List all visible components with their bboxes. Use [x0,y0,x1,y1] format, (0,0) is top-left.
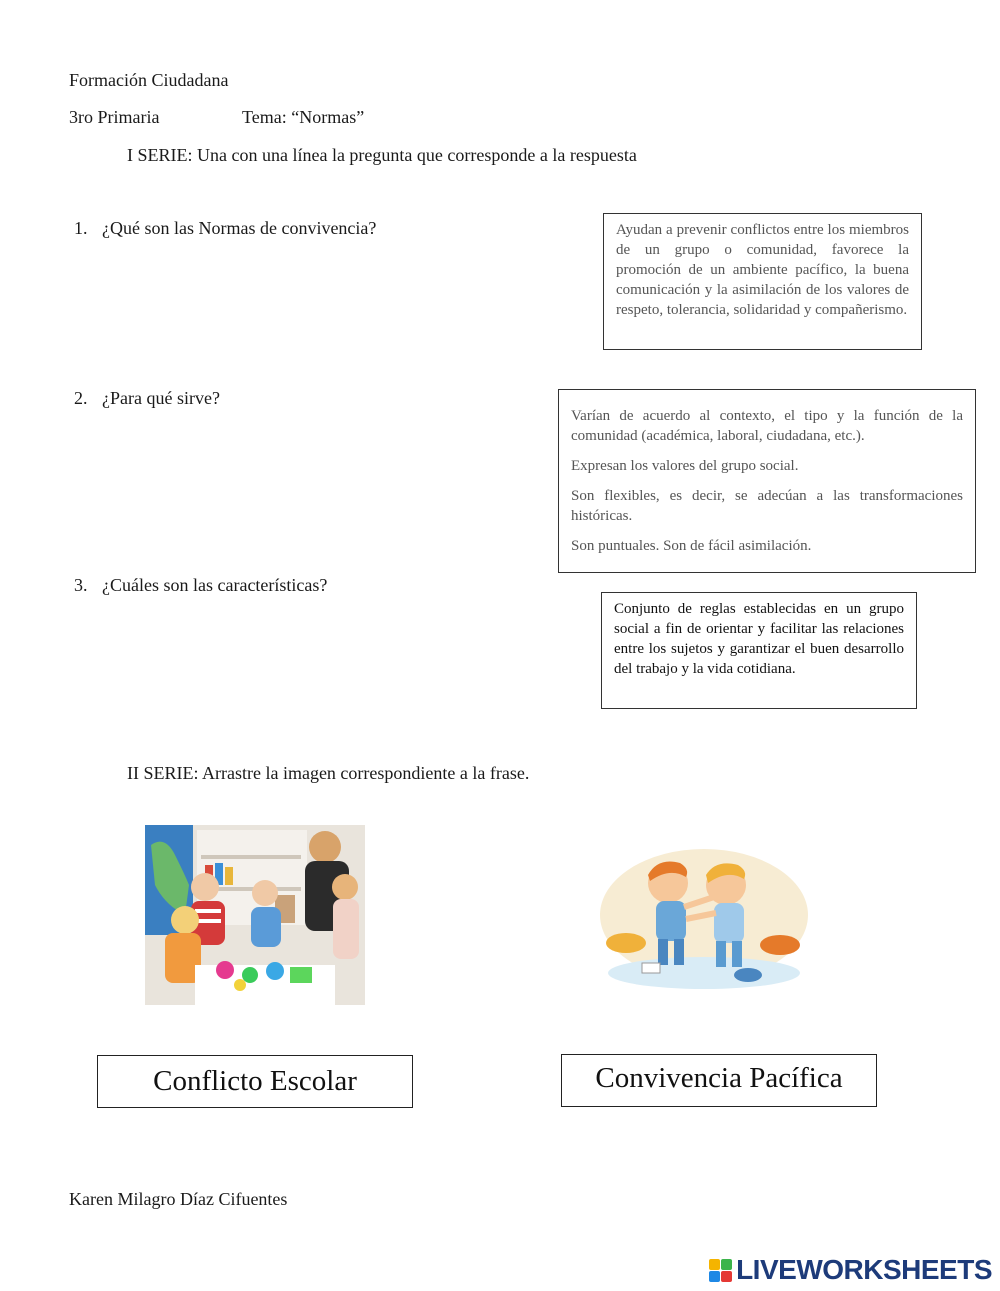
serie1-instruction: I SERIE: Una con una línea la pregunta que corresponde a la respuesta [127,145,637,165]
question-number: 1. [74,218,88,238]
answer-text: Varían de acuerdo al contexto, el tipo y la función de la comunidad (académica, laboral, ciudadana, etc.). [571,408,963,444]
label-conflicto-escolar[interactable] [97,1055,413,1108]
grade-label: 3ro Primaria [69,107,160,127]
liveworksheets-brand [709,1253,992,1287]
liveworksheets-logo-icon [709,1259,732,1282]
answer-box-2[interactable] [558,389,976,573]
answer-text: Conjunto de reglas establecidas en un grupo social a fin de orientar y facilitar las relaciones entre los sujetos y garantizar el buen desarrollo del trabajo y la vida cotidiana. [614,601,904,677]
question-2 [74,388,220,409]
answer-text: Ayudan a prevenir conflictos entre los miembros de un grupo o comunidad, favorece la promoción de un ambiente pacífico, la buena comunicación y la asimilación de los valores de respeto, tolerancia, solidaridad y compañerismo. [616,222,909,318]
children-playing-image [145,825,365,1005]
question-text: ¿Para qué sirve? [102,388,220,408]
question-text: ¿Cuáles son las características? [102,575,328,595]
answer-text: Expresan los valores del grupo social. [571,458,799,474]
question-3 [74,575,327,596]
question-1 [74,218,376,239]
label-text: Convivencia Pacífica [595,1062,843,1094]
question-text: ¿Qué son las Normas de convivencia? [102,218,377,238]
answer-box-3[interactable] [601,592,917,709]
answer-box-1[interactable] [603,213,922,350]
subject-title: Formación Ciudadana [69,70,229,90]
label-text: Conflicto Escolar [153,1065,357,1097]
answer-text: Son flexibles, es decir, se adecúan a las transformaciones históricas. [571,488,963,524]
serie2-instruction: II SERIE: Arrastre la imagen correspondiente a la frase. [127,763,530,783]
topic-label: Tema: “Normas” [242,107,365,127]
brand-wordmark: LIVEWORKSHEETS [736,1254,992,1285]
answer-text: Son puntuales. Son de fácil asimilación. [571,538,812,554]
children-playing-photo[interactable] [145,825,365,1005]
label-convivencia-pacifica[interactable] [561,1054,877,1107]
author-name: Karen Milagro Díaz Cifuentes [69,1189,288,1209]
children-fighting-illustration[interactable] [598,845,810,995]
question-number: 3. [74,575,88,595]
question-number: 2. [74,388,88,408]
children-fighting-image [598,845,810,995]
